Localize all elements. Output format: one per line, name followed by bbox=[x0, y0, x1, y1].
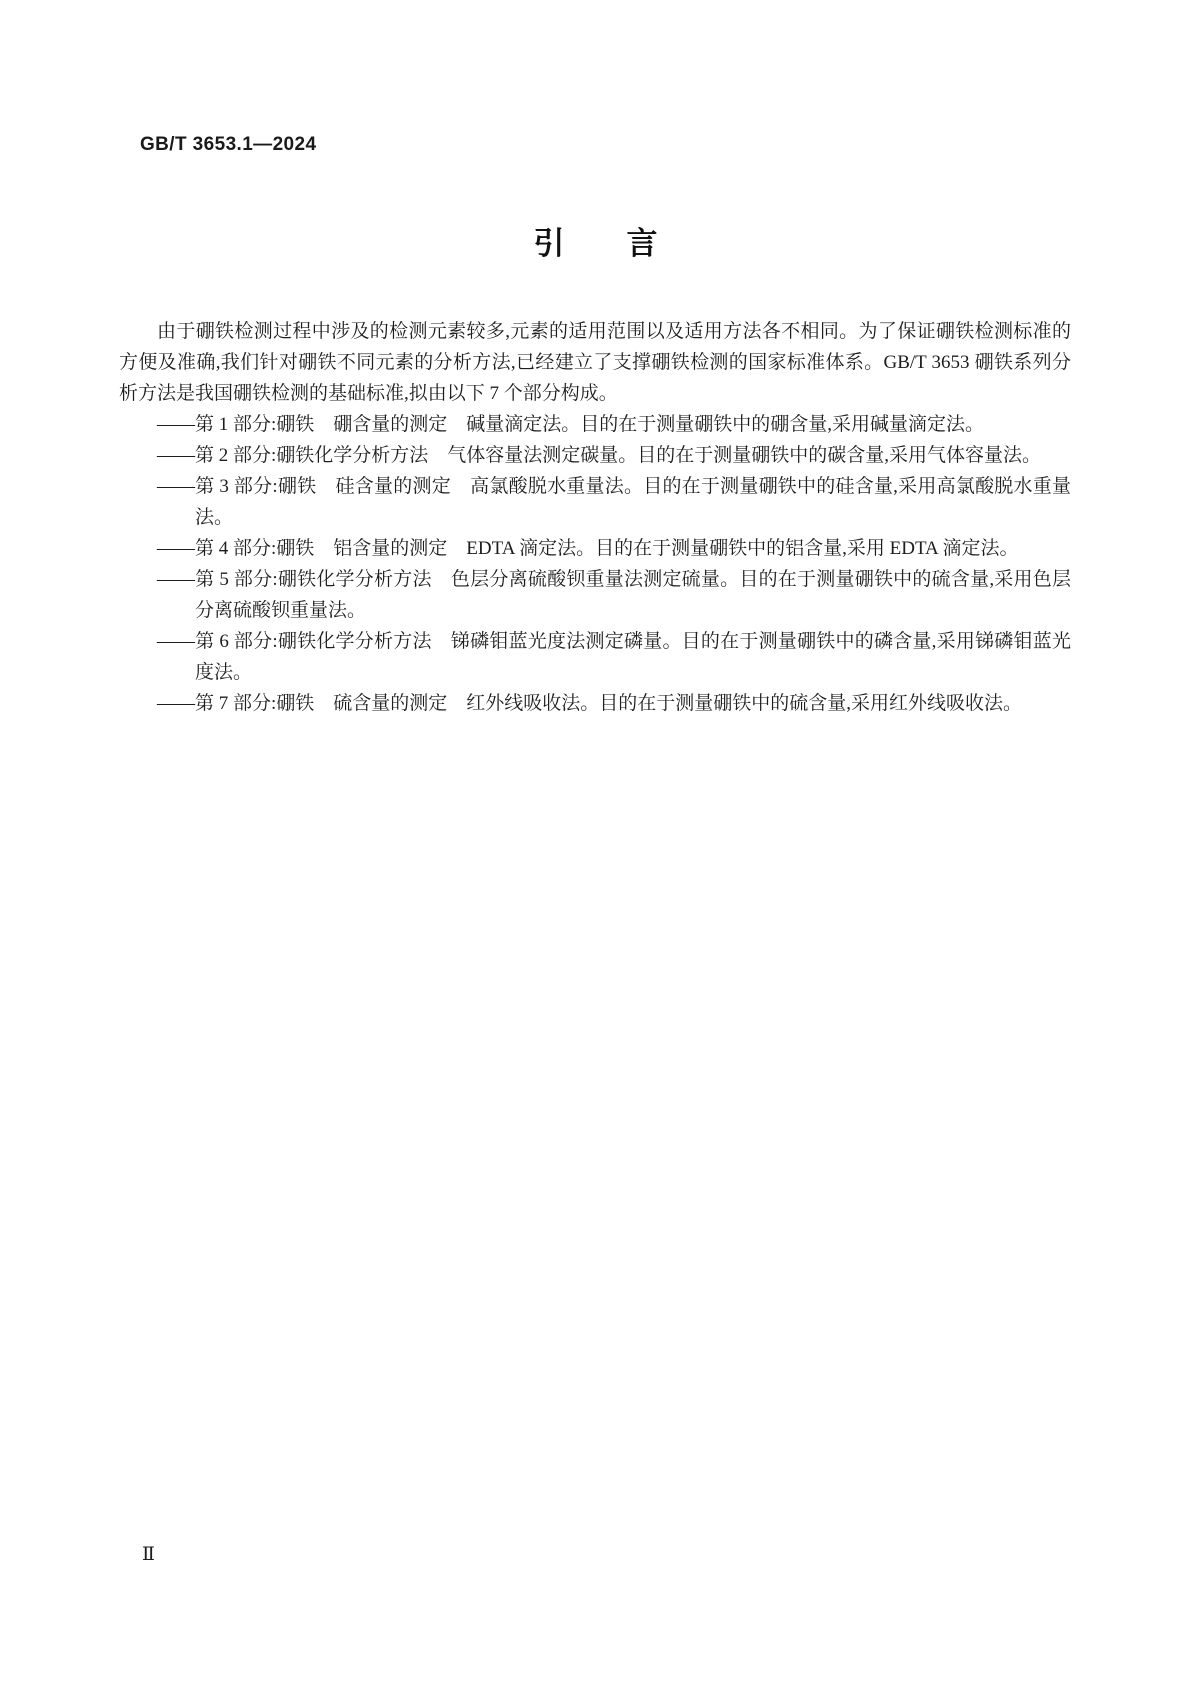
part-list-item-3: ——第 3 部分:硼铁 硅含量的测定 高氯酸脱水重量法。目的在于测量硼铁中的硅含量,采用高氯酸脱水重量法。 bbox=[157, 476, 1071, 528]
page-number: Ⅱ bbox=[142, 1544, 155, 1565]
part-list-item-4: ——第 4 部分:硼铁 铝含量的测定 EDTA 滴定法。目的在于测量硼铁中的铝含量,采用 EDTA 滴定法。 bbox=[157, 538, 1019, 559]
part-list-item-2: ——第 2 部分:硼铁化学分析方法 气体容量法测定碳量。目的在于测量硼铁中的碳含量,采用气体容量法。 bbox=[157, 445, 1042, 466]
part-list-item-7: ——第 7 部分:硼铁 硫含量的测定 红外线吸收法。目的在于测量硼铁中的硫含量,采用红外线吸收法。 bbox=[157, 693, 1023, 714]
page-title: 引 言 bbox=[533, 226, 658, 261]
part-list-item-5: ——第 5 部分:硼铁化学分析方法 色层分离硫酸钡重量法测定硫量。目的在于测量硼铁中的硫含量,采用色层分离硫酸钡重量法。 bbox=[157, 569, 1071, 621]
intro-paragraph: 由于硼铁检测过程中涉及的检测元素较多,元素的适用范围以及适用方法各不相同。为了保证硼铁检测标准的方便及准确,我们针对硼铁不同元素的分析方法,已经建立了支撑硼铁检测的国家标准体系。GB/T 3653 硼铁系列分析方法是我国硼铁检测的基础标准,拟由以下 7 个部分构成。 bbox=[119, 321, 1071, 404]
part-list-item-6: ——第 6 部分:硼铁化学分析方法 锑磷钼蓝光度法测定磷量。目的在于测量硼铁中的磷含量,采用锑磷钼蓝光度法。 bbox=[157, 631, 1071, 683]
document-body bbox=[119, 316, 1071, 719]
standard-number: GB/T 3653.1—2024 bbox=[140, 134, 317, 155]
part-list-item-1: ——第 1 部分:硼铁 硼含量的测定 碱量滴定法。目的在于测量硼铁中的硼含量,采用碱量滴定法。 bbox=[157, 414, 985, 435]
